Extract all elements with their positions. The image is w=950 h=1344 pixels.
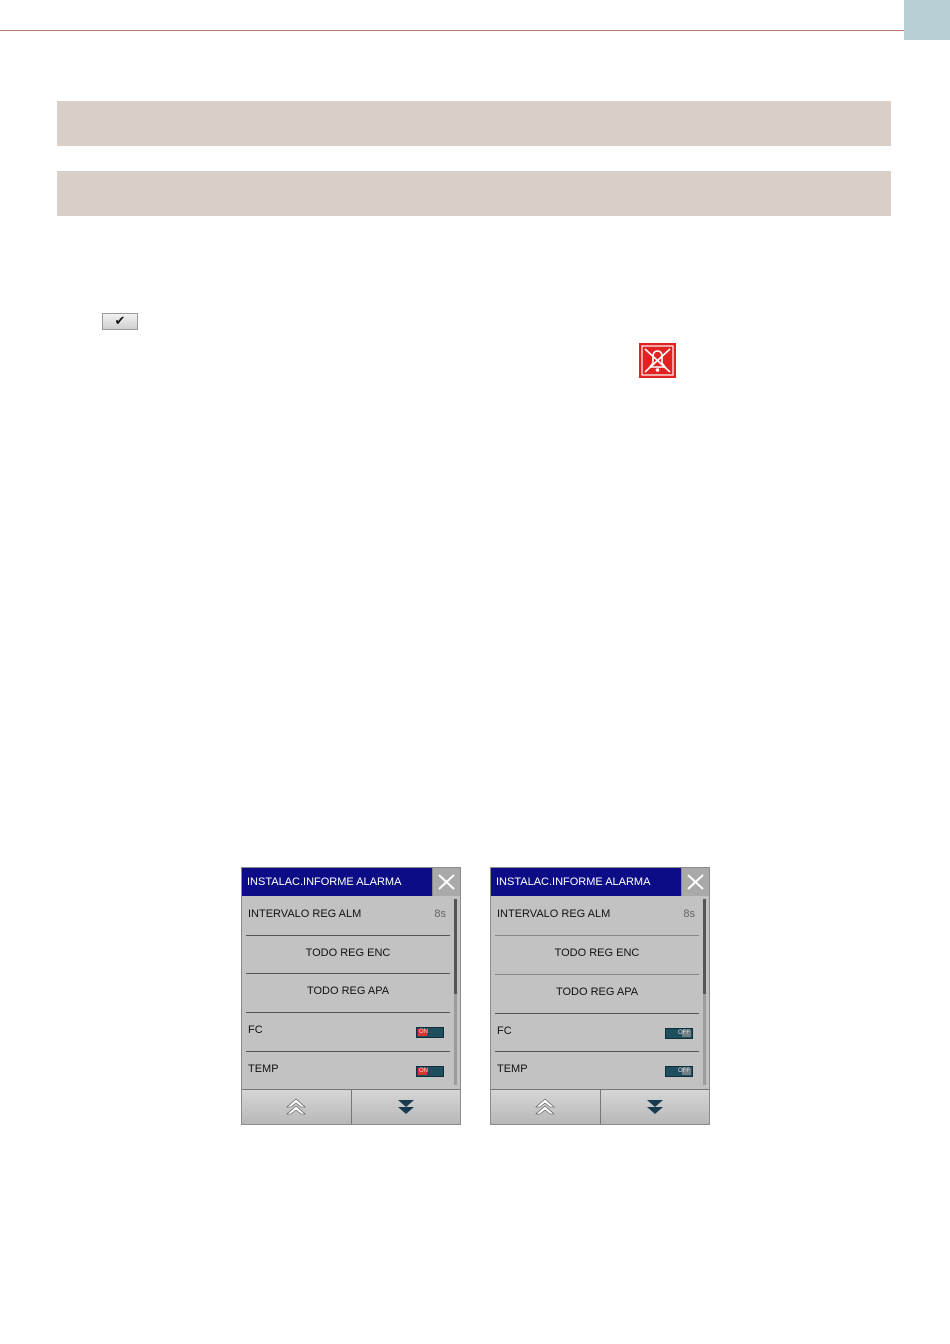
all-record-on-button[interactable]: [491, 936, 703, 974]
temp-toggle-text: OFF: [678, 1068, 690, 1074]
all-record-off-button[interactable]: [491, 975, 703, 1013]
scrollbar[interactable]: [454, 899, 457, 1085]
page-up-button[interactable]: [491, 1090, 600, 1124]
dialog-footer: [242, 1089, 460, 1124]
section-band-top: [57, 101, 891, 146]
temp-toggle[interactable]: [665, 1066, 693, 1077]
scrollbar-thumb[interactable]: [454, 899, 457, 994]
confirm-key: [102, 313, 138, 330]
double-chevron-down-icon: [396, 1098, 416, 1116]
alarm-interval-value: 8s: [434, 908, 446, 920]
alarm-interval-value: 8s: [683, 908, 695, 920]
chapter-tab: [904, 0, 950, 40]
all-record-off-label: TODO REG APA: [555, 986, 639, 998]
double-chevron-up-icon: [286, 1098, 306, 1116]
fc-toggle[interactable]: [416, 1027, 444, 1038]
close-button[interactable]: [432, 868, 460, 896]
page-down-button[interactable]: [600, 1090, 710, 1124]
temp-label: TEMP: [248, 1063, 279, 1075]
close-icon: [682, 868, 709, 896]
fc-toggle-text: OFF: [678, 1030, 690, 1036]
all-record-on-label: TODO REG ENC: [554, 947, 640, 959]
alarm-interval-label: INTERVALO REG ALM: [248, 908, 362, 920]
all-record-off-button[interactable]: [242, 974, 454, 1012]
header-rule: [0, 30, 905, 31]
fc-toggle[interactable]: [665, 1028, 693, 1039]
dialog-title: INSTALAC.INFORME ALARMA: [491, 868, 681, 896]
fc-label: FC: [497, 1025, 512, 1037]
alarm-off-icon: [639, 343, 676, 378]
checkmark-icon: ✔: [114, 314, 126, 329]
fc-toggle-text: ON: [419, 1029, 428, 1035]
all-record-off-label: TODO REG APA: [306, 985, 390, 997]
alarm-report-dialog-right: [490, 867, 710, 1125]
dialog-footer: [491, 1089, 709, 1124]
dialog-title: INSTALAC.INFORME ALARMA: [242, 868, 432, 896]
close-button[interactable]: [681, 868, 709, 896]
temp-row: [491, 1052, 703, 1090]
alarm-interval-row[interactable]: [242, 897, 454, 935]
temp-toggle[interactable]: [416, 1066, 444, 1077]
double-chevron-up-icon: [535, 1098, 555, 1116]
fc-row: [242, 1013, 454, 1051]
scrollbar-thumb[interactable]: [703, 899, 706, 994]
all-record-on-button[interactable]: [242, 936, 454, 974]
scrollbar[interactable]: [703, 899, 706, 1085]
double-chevron-down-icon: [645, 1098, 665, 1116]
page-up-button[interactable]: [242, 1090, 351, 1124]
section-band-second: [57, 171, 891, 216]
all-record-on-label: TODO REG ENC: [305, 947, 391, 959]
temp-label: TEMP: [497, 1063, 528, 1075]
temp-toggle-text: ON: [419, 1068, 428, 1074]
alarm-interval-label: INTERVALO REG ALM: [497, 908, 611, 920]
alarm-report-dialog-left: [241, 867, 461, 1125]
fc-row: [491, 1014, 703, 1052]
page-down-button[interactable]: [351, 1090, 461, 1124]
fc-label: FC: [248, 1024, 263, 1036]
close-icon: [433, 868, 460, 896]
alarm-interval-row[interactable]: [491, 897, 703, 935]
temp-row: [242, 1052, 454, 1090]
